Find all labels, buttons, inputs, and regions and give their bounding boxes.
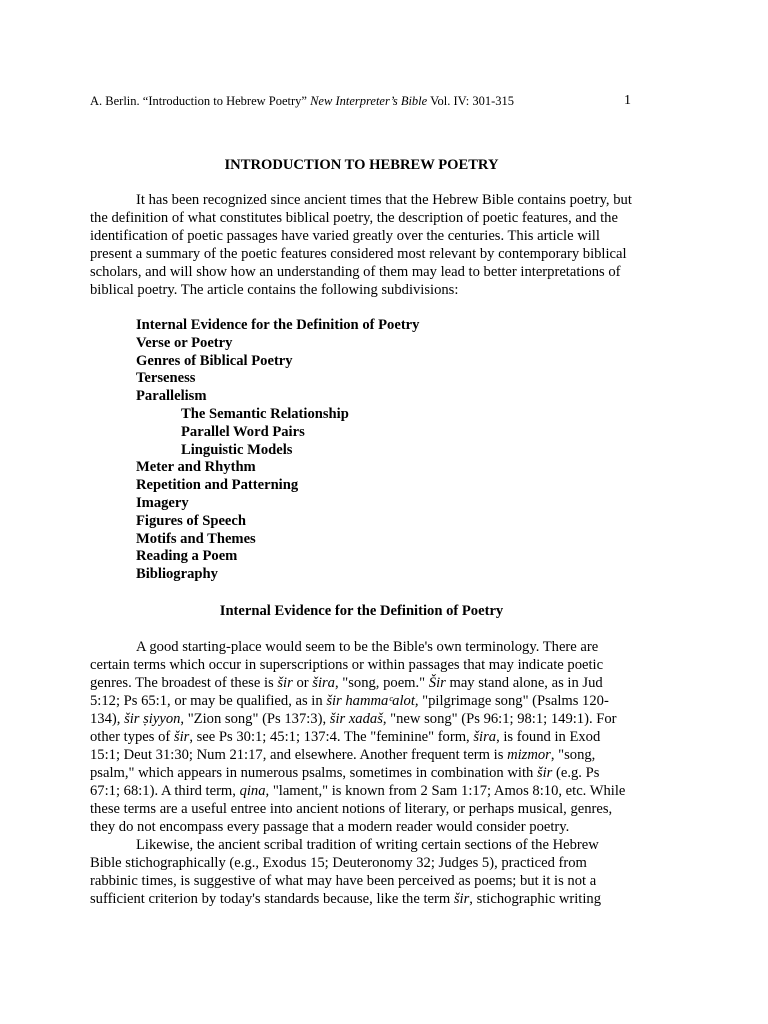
intro-paragraph: It has been recognized since ancient times that the Hebrew Bible contains poetry, but the definition of what constitutes biblical poetry, the description of poetic features, and the identification of poetic passages have varied greatly over the centuries. This article will present a summary of the poetic features considered most relevant by contemporary biblical scholars, and will show how an understanding of them may lead to better interpretations of biblical poetry. The article contains the following subdivisions: [90,192,632,298]
section-heading: Internal Evidence for the Definition of Poetry [219,603,504,619]
subdivision-item: Figures of Speech [136,512,246,529]
subdivision-list [136,317,419,584]
subdivision-item: Reading a Poem [136,548,238,565]
terminology-paragraph: A good starting-place would seem to be the Bible's own terminology. There are certain terms which occur in superscriptions or within passages that may indicate poetic genres. The broadest of these is šir or šira, "song, poem." Šir may stand alone, as in Jud 5:12; Ps 65:1, or may be qualified, as in šir hammaᶜalot, "pilgrimage song" (Psalms 120-134), šir ṣiyyon, "Zion song" (Ps 137:3), šir xadaš, "new song" (Ps 96:1; 98:1; 149:1). For other types of šir, see Ps 30:1; 45:1; 137:4. The "feminine" form, šira, is found in Exod 15:1; Deut 31:30; Num 21:17, and elsewhere. Another frequent term is mizmor, "song, psalm," which appears in numerous psalms, sometimes in combination with šir (e.g. Ps 67:1; 68:1). A third term, qina, "lament," is known from 2 Sam 1:17; Amos 8:10, etc. While these terms are a useful entree into ancient notions of literary, or perhaps musical, genres, they do not encompass every passage that a modern reader would consider poetry. [90,639,626,835]
subdivision-item: Bibliography [136,566,218,583]
subdivision-item: Terseness [136,370,196,387]
page-number: 1 [624,93,631,108]
subdivision-item: Internal Evidence for the Definition of Poetry [136,317,420,333]
citation-volume: Vol. IV: 301-315 [430,94,515,108]
subdivision-item: Genres of Biblical Poetry [136,352,293,369]
subdivision-item: Verse or Poetry [136,334,233,351]
citation-publication: New Interpreter’s Bible [310,94,428,108]
subdivision-item: Parallelism [136,388,207,405]
section-body [90,638,632,908]
running-header [90,93,540,109]
subdivision-item: Parallel Word Pairs [181,423,305,440]
intro-section [90,191,632,299]
subdivision-item: Linguistic Models [181,441,293,458]
scribal-tradition-paragraph: Likewise, the ancient scribal tradition of writing certain sections of the Hebrew Bible stichographically (e.g., Exodus 15; Deuteronomy 32; Judges 5), practiced from rabbinic times, is suggestive of what may have been perceived as poems; but it is not a sufficient criterion by today's standards because, like the term šir, stichographic writing [90,837,602,907]
document-title: INTRODUCTION TO HEBREW POETRY [224,157,499,173]
subdivision-item: The Semantic Relationship [181,405,349,422]
subdivision-item: Motifs and Themes [136,530,256,547]
subdivision-item: Imagery [136,494,189,511]
subdivision-item: Repetition and Patterning [136,477,299,494]
subdivision-item: Meter and Rhythm [136,459,256,476]
citation-author-title: A. Berlin. “Introduction to Hebrew Poetry” [90,94,307,108]
